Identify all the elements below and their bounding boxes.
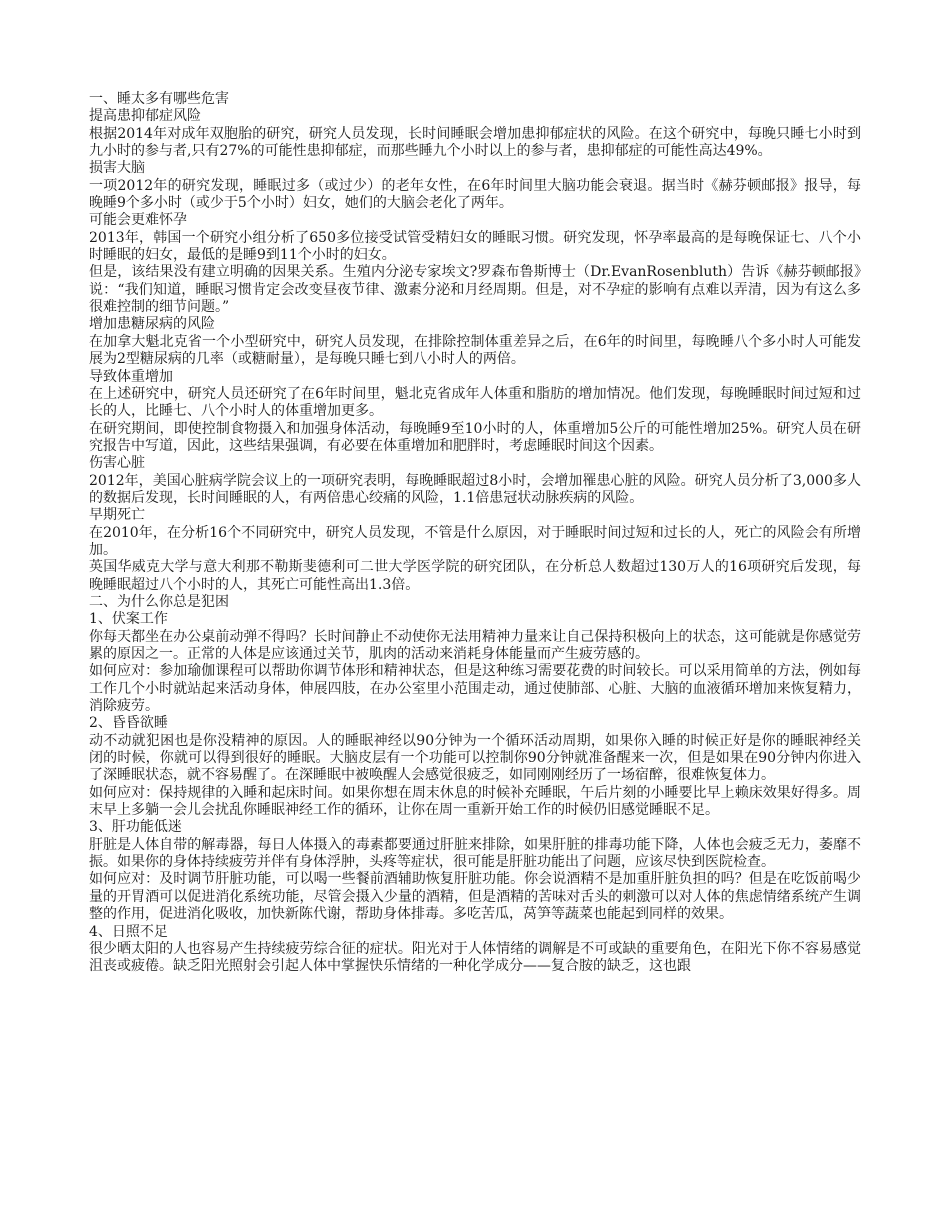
paragraph: 在研究期间，即使控制食物摄入和加强身体活动，每晚睡9至10小时的人，体重增加5公斤的可能性增加25%。研究人员在研究报告中写道，因此，这些结果强调，有必要在体重增加和肥胖时，考虑睡眠时间这个因素。 <box>89 420 861 454</box>
paragraph: 一项2012年的研究发现，睡眠过多（或过少）的老年女性，在6年时间里大脑功能会衰退。据当时《赫芬顿邮报》报导，每晚睡9个多小时（或少于5个小时）妇女，她们的大脑会老化了两年。 <box>89 177 861 212</box>
section-heading: 二、为什么你总是犯困 <box>89 593 229 610</box>
paragraph: 如何应对：参加瑜伽课程可以帮助你调节体形和精神状态，但是这种练习需要花费的时间较长。可以采用简单的方法，例如每工作几个小时就站起来活动身体，伸展四肢，在办公室里小范围走动，通过使肺部、心脏、大脑的血液循环增加来恢复精力，消除疲劳。 <box>89 663 861 715</box>
paragraph: 如何应对：及时调节肝脏功能，可以喝一些餐前酒辅助恢复肝脏功能。你会说酒精不是加重肝脏负担的吗？但是在吃饭前喝少量的开胃酒可以促进消化系统功能，尽管会摄入少量的酒精，但是酒精的苦味对舌头的刺激可以对人体的焦虑情绪系统产生调整的作用，促进消化吸收，加快新陈代谢，帮助身体排毒。多吃苦瓜，莴笋等蔬菜也能起到同样的效果。 <box>89 871 861 923</box>
paragraph: 但是，该结果没有建立明确的因果关系。生殖内分泌专家埃文?罗森布鲁斯博士（Dr.EvanRosenbluth）告诉《赫芬顿邮报》说：“我们知道，睡眠习惯肯定会改变昼夜节律、激素分泌和月经周期。但是，对不孕症的影响有点难以弄清，因为有这么多很难控制的细节问题。” <box>89 264 861 316</box>
paragraph: 在加拿大魁北克省一个小型研究中，研究人员发现，在排除控制体重差异之后，在6年的时间里，每晚睡八个多小时人可能发展为2型糖尿病的几率（或糖耐量），是每晚只睡七到八小时人的两倍。 <box>89 333 861 368</box>
subheading: 2、昏昏欲睡 <box>89 715 168 732</box>
paragraph: 动不动就犯困也是你没精神的原因。人的睡眠神经以90分钟为一个循环活动周期，如果你入睡的时候正好是你的睡眠神经关闭的时候，你就可以得到很好的睡眠。大脑皮层有一个功能可以控制你90分钟就准备醒来一次，但是如果在90分钟内你进入了深睡眠状态，就不容易醒了。在深睡眠中被唤醒人会感觉很疲乏，如同刚刚经历了一场宿醉，很难恢复体力。 <box>89 732 861 784</box>
subheading: 可能会更难怀孕 <box>89 212 187 229</box>
paragraph: 在上述研究中，研究人员还研究了在6年时间里，魁北克省成年人体重和脂肪的增加情况。他们发现，每晚睡眠时间过短和过长的人，比睡七、八个小时人的体重增加更多。 <box>89 385 861 420</box>
subheading: 伤害心脏 <box>89 455 145 472</box>
subheading: 早期死亡 <box>89 507 145 524</box>
subheading: 损害大脑 <box>89 160 145 177</box>
paragraph: 2013年，韩国一个研究小组分析了650多位接受试管受精妇女的睡眠习惯。研究发现，怀孕率最高的是每晚保证七、八个小时睡眠的妇女，最低的是睡9到11个小时的妇女。 <box>89 229 861 264</box>
subheading: 1、伏案工作 <box>89 611 168 628</box>
paragraph: 2012年，美国心脏病学院会议上的一项研究表明，每晚睡眠超过8小时，会增加罹患心脏的风险。研究人员分析了3,000多人的数据后发现，长时间睡眠的人，有两倍患心绞痛的风险，1.1倍患冠状动脉疾病的风险。 <box>89 472 861 506</box>
subheading: 3、肝功能低迷 <box>89 819 182 836</box>
subheading: 提高患抑郁症风险 <box>89 108 201 125</box>
subheading: 导致体重增加 <box>89 368 173 385</box>
paragraph: 根据2014年对成年双胞胎的研究，研究人员发现，长时间睡眠会增加患抑郁症状的风险。在这个研究中，每晚只睡七小时到九小时的参与者,只有27%的可能性患抑郁症，而那些睡九个小时以上的参与者，患抑郁症的可能性高达49%。 <box>89 125 861 160</box>
paragraph: 英国华威克大学与意大利那不勒斯斐德利可二世大学医学院的研究团队，在分析总人数超过130万人的16项研究后发现，每晚睡眠超过八个小时的人，其死亡可能性高出1.3倍。 <box>89 559 861 593</box>
subheading: 增加患糖尿病的风险 <box>89 316 215 333</box>
document-body <box>89 91 861 976</box>
paragraph: 你每天都坐在办公桌前动弹不得吗？长时间静止不动使你无法用精神力量来让自己保持积极向上的状态，这可能就是你感觉劳累的原因之一。正常的人体是应该通过关节，肌肉的活动来消耗身体能量而产生疲劳感的。 <box>89 628 861 662</box>
subheading: 4、日照不足 <box>89 923 168 940</box>
section-heading: 一、睡太多有哪些危害 <box>89 91 229 107</box>
paragraph: 很少晒太阳的人也容易产生持续疲劳综合征的症状。阳光对于人体情绪的调解是不可或缺的重要角色，在阳光下你不容易感觉沮丧或疲倦。缺乏阳光照射会引起人体中掌握快乐情绪的一种化学成分——复合胺的缺乏，这也跟 <box>89 940 861 975</box>
paragraph: 肝脏是人体自带的解毒器，每日人体摄入的毒素都要通过肝脏来排除，如果肝脏的排毒功能下降，人体也会疲乏无力，萎靡不振。如果你的身体持续疲劳并伴有身体浮肿，头疼等症状，很可能是肝脏功能出了问题，应该尽快到医院检查。 <box>89 836 861 871</box>
paragraph: 在2010年，在分析16个不同研究中，研究人员发现，不管是什么原因，对于睡眠时间过短和过长的人，死亡的风险会有所增加。 <box>89 524 861 558</box>
paragraph: 如何应对：保持规律的入睡和起床时间。如果你想在周末休息的时候补充睡眠，午后片刻的小睡要比早上赖床效果好得多。周末早上多躺一会儿会扰乱你睡眠神经工作的循环，让你在周一重新开始工作的时候仍旧感觉睡眠不足。 <box>89 784 861 819</box>
